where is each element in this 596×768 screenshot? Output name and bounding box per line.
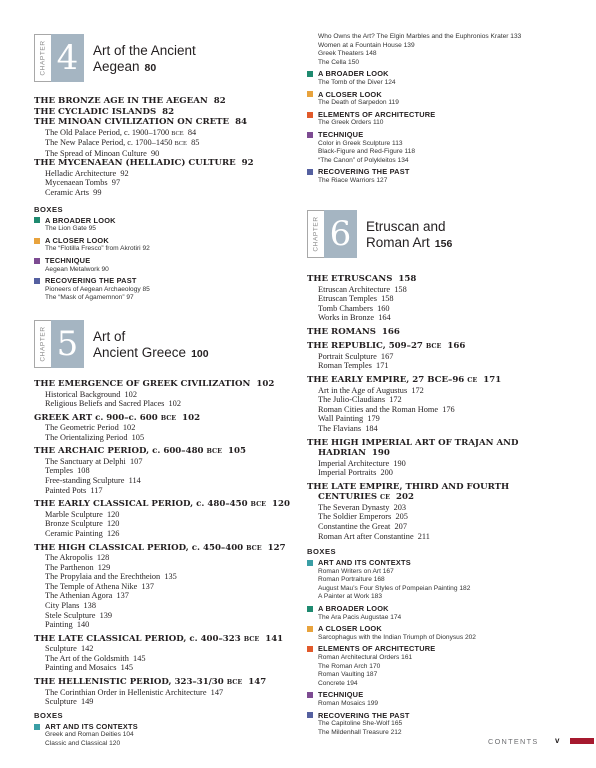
box-entry[interactable]: Classic and Classical 120 bbox=[45, 739, 121, 747]
toc-entry[interactable]: The Corinthian Order in Hellenistic Architecture 147 bbox=[45, 687, 224, 697]
toc-entry[interactable]: The Julio-Claudians 172 bbox=[318, 395, 402, 405]
chapter-page: 156 bbox=[434, 238, 453, 250]
box-entry[interactable]: The “Flotilla Fresco” from Akrotiri 92 bbox=[45, 245, 150, 253]
footer-page-number: v bbox=[555, 736, 560, 745]
chapter-6-header bbox=[307, 210, 567, 258]
box-entry[interactable]: The Ara Pacis Augustae 174 bbox=[318, 613, 402, 621]
box-category: RECOVERING THE PAST bbox=[34, 276, 296, 286]
toc-heading[interactable]: THE ARCHAIC PERIOD, c. 600–480 BCE 105 bbox=[34, 446, 246, 457]
category-swatch-icon bbox=[307, 71, 313, 77]
toc-entry[interactable]: Mycenaean Tombs 97 bbox=[45, 178, 121, 188]
box-category: A CLOSER LOOK bbox=[307, 624, 569, 634]
toc-heading[interactable]: THE BRONZE AGE IN THE AEGEAN 82 bbox=[34, 96, 226, 106]
box-category: ART AND ITS CONTEXTS bbox=[34, 722, 296, 732]
chapter-4-toc bbox=[34, 96, 296, 303]
page-footer bbox=[488, 737, 594, 747]
toc-entry[interactable]: Ceramic Arts 99 bbox=[45, 187, 102, 197]
box-category: A BROADER LOOK bbox=[307, 69, 569, 79]
chapter-page: 80 bbox=[144, 62, 157, 74]
category-swatch-icon bbox=[307, 712, 313, 718]
toc-entry[interactable]: The Severan Dynasty 203 bbox=[318, 502, 407, 512]
chapter-5-boxes-continued bbox=[307, 33, 569, 186]
box-category: RECOVERING THE PAST bbox=[307, 711, 569, 721]
category-swatch-icon bbox=[307, 646, 313, 652]
toc-entry[interactable]: Works in Bronze 164 bbox=[318, 313, 391, 323]
box-entry[interactable]: Concrete 194 bbox=[318, 679, 358, 687]
box-entry[interactable]: The Roman Arch 170 bbox=[318, 662, 381, 670]
toc-entry[interactable]: Ceramic Painting 126 bbox=[45, 528, 120, 538]
category-swatch-icon bbox=[34, 258, 40, 264]
toc-entry[interactable]: The Geometric Period 102 bbox=[45, 423, 136, 433]
toc-entry[interactable]: Bronze Sculpture 120 bbox=[45, 519, 120, 529]
box-category: A BROADER LOOK bbox=[307, 604, 569, 614]
box-category: ELEMENTS OF ARCHITECTURE bbox=[307, 110, 569, 120]
box-entry[interactable]: A Painter at Work 183 bbox=[318, 593, 383, 601]
toc-heading[interactable]: THE HIGH IMPERIAL ART OF TRAJAN AND bbox=[307, 437, 519, 448]
category-swatch-icon bbox=[34, 278, 40, 284]
toc-entry[interactable]: The Art of the Goldsmith 145 bbox=[45, 653, 146, 663]
box-category: A CLOSER LOOK bbox=[34, 236, 296, 246]
chapter-6-toc bbox=[307, 274, 569, 737]
box-category: ART AND ITS CONTEXTS bbox=[307, 558, 569, 568]
toc-entry[interactable]: Stele Sculpture 139 bbox=[45, 610, 113, 620]
category-swatch-icon bbox=[307, 606, 313, 612]
category-swatch-icon bbox=[307, 169, 313, 175]
box-entry[interactable]: The Riace Warriors 127 bbox=[318, 176, 388, 184]
toc-heading-continued[interactable]: CENTURIES CE 202 bbox=[318, 492, 414, 503]
category-swatch-icon bbox=[307, 112, 313, 118]
box-entry[interactable]: Pioneers of Aegean Archaeology 85 bbox=[45, 285, 150, 293]
toc-entry[interactable]: Religious Beliefs and Sacred Places 102 bbox=[45, 399, 181, 409]
box-entry[interactable]: The Capitoline She-Wolf 165 bbox=[318, 720, 403, 728]
box-entry[interactable]: Aegean Metalwork 90 bbox=[45, 265, 109, 273]
box-category: A BROADER LOOK bbox=[34, 216, 296, 226]
toc-entry[interactable]: Portrait Sculpture 167 bbox=[318, 351, 394, 361]
box-category: A CLOSER LOOK bbox=[307, 90, 569, 100]
toc-entry[interactable]: Painting and Mosaics 145 bbox=[45, 663, 134, 673]
toc-entry[interactable]: The Propylaia and the Erechtheion 135 bbox=[45, 572, 177, 582]
box-entry[interactable]: The Mildenhall Treasure 212 bbox=[318, 728, 402, 736]
category-swatch-icon bbox=[307, 626, 313, 632]
toc-entry[interactable]: Tomb Chambers 160 bbox=[318, 303, 390, 313]
box-entry[interactable]: Color in Greek Sculpture 113 bbox=[318, 139, 403, 147]
chapter-number: 4 bbox=[51, 34, 84, 82]
toc-entry[interactable]: City Plans 138 bbox=[45, 601, 96, 610]
toc-entry[interactable]: Art in the Age of Augustus 172 bbox=[318, 385, 424, 395]
box-entry[interactable]: The Cella 150 bbox=[318, 58, 360, 66]
category-swatch-icon bbox=[307, 132, 313, 138]
chapter-title: Etruscan and Roman Art 156 bbox=[366, 219, 453, 250]
chapter-4-header bbox=[34, 34, 294, 82]
toc-entry[interactable]: Painted Pots 117 bbox=[45, 485, 103, 495]
toc-entry[interactable]: Free-standing Sculpture 114 bbox=[45, 476, 141, 486]
toc-heading[interactable]: THE CYCLADIC ISLANDS 82 bbox=[34, 106, 175, 117]
box-entry[interactable]: The Tomb of the Diver 124 bbox=[318, 78, 396, 86]
toc-entry[interactable]: The Old Palace Period, c. 1900–1700 BCE 84 bbox=[45, 127, 197, 137]
chapter-title: Art of Ancient Greece 100 bbox=[93, 329, 209, 360]
toc-entry[interactable]: Sculpture 142 bbox=[45, 644, 94, 654]
toc-heading[interactable]: THE ROMANS 166 bbox=[307, 326, 400, 337]
box-entry[interactable]: Greek Theaters 148 bbox=[318, 50, 377, 58]
toc-entry[interactable]: Imperial Architecture 190 bbox=[318, 458, 406, 468]
chapter-title: Art of the Ancient Aegean 80 bbox=[93, 43, 196, 74]
box-entry[interactable]: Greek and Roman Deities 104 bbox=[45, 731, 134, 739]
toc-heading[interactable]: THE ETRUSCANS 158 bbox=[307, 274, 417, 284]
category-swatch-icon bbox=[307, 692, 313, 698]
boxes-title: BOXES bbox=[307, 547, 337, 557]
toc-entry[interactable]: Roman Temples 171 bbox=[318, 361, 389, 371]
category-swatch-icon bbox=[34, 724, 40, 730]
box-entry[interactable]: Roman Portraiture 168 bbox=[318, 576, 385, 584]
box-entry[interactable]: The Greek Orders 110 bbox=[318, 119, 384, 127]
chapter-5-toc bbox=[34, 379, 296, 749]
category-swatch-icon bbox=[34, 217, 40, 223]
toc-heading[interactable]: THE HELLENISTIC PERIOD, 323–31/30 BCE 147 bbox=[34, 677, 267, 688]
chapter-tab: CHAPTER bbox=[34, 34, 51, 82]
toc-heading[interactable]: THE MINOAN CIVILIZATION ON CRETE 84 bbox=[34, 117, 248, 127]
box-entry[interactable]: Roman Mosaics 199 bbox=[318, 700, 379, 707]
boxes-title: BOXES bbox=[34, 710, 64, 720]
toc-entry[interactable]: Etruscan Architecture 158 bbox=[318, 284, 407, 294]
box-entry[interactable]: Roman Architectural Orders 161 bbox=[318, 654, 413, 662]
toc-entry[interactable]: Wall Painting 179 bbox=[318, 414, 380, 424]
toc-entry[interactable]: The New Palace Period, c. 1700–1450 BCE 85 bbox=[45, 138, 200, 148]
toc-entry[interactable]: Helladic Architecture 92 bbox=[45, 168, 129, 178]
box-entry[interactable]: Sarcophagus with the Indian Triumph of Dionysus 202 bbox=[318, 633, 476, 641]
toc-entry[interactable]: Roman Cities and the Roman Home 176 bbox=[318, 404, 455, 414]
toc-heading[interactable]: THE LATE CLASSICAL PERIOD, c. 400–323 BCE 141 bbox=[34, 633, 284, 644]
toc-heading[interactable]: THE HIGH CLASSICAL PERIOD, c. 450–400 BCE 127 bbox=[34, 542, 286, 553]
chapter-number: 5 bbox=[51, 320, 84, 368]
toc-heading[interactable]: THE MYCENAEAN (HELLADIC) CULTURE 92 bbox=[34, 158, 254, 169]
box-entry[interactable]: The Lion Gate 95 bbox=[45, 225, 96, 233]
chapter-tab: CHAPTER bbox=[307, 210, 324, 258]
toc-heading-continued[interactable]: HADRIAN 190 bbox=[318, 448, 390, 459]
box-category: TECHNIQUE bbox=[34, 256, 296, 266]
boxes-title: BOXES bbox=[34, 204, 64, 214]
box-category: RECOVERING THE PAST bbox=[307, 167, 569, 177]
box-category: TECHNIQUE bbox=[307, 130, 569, 140]
category-swatch-icon bbox=[307, 560, 313, 566]
toc-entry[interactable]: The Temple of Athena Nike 137 bbox=[45, 581, 154, 591]
toc-entry[interactable]: The Soldier Emperors 205 bbox=[318, 512, 408, 522]
box-entry[interactable]: Roman Vaulting 187 bbox=[318, 671, 378, 679]
chapter-tab: CHAPTER bbox=[34, 320, 51, 368]
box-entry[interactable]: Women at a Fountain House 139 bbox=[318, 41, 415, 49]
toc-entry[interactable]: Temples 108 bbox=[45, 466, 90, 476]
toc-entry[interactable]: The Orientalizing Period 105 bbox=[45, 432, 145, 442]
toc-heading[interactable]: THE EARLY CLASSICAL PERIOD, c. 480–450 BCE 120 bbox=[34, 499, 290, 510]
toc-entry[interactable]: The Flavians 184 bbox=[318, 423, 378, 433]
footer-accent-bar bbox=[570, 738, 594, 744]
toc-entry[interactable]: Imperial Portraits 200 bbox=[318, 468, 393, 478]
toc-entry[interactable]: Constantine the Great 207 bbox=[318, 521, 407, 531]
toc-entry[interactable]: The Athenian Agora 137 bbox=[45, 591, 129, 601]
box-entry[interactable]: August Mau’s Four Styles of Pompeian Painting 182 bbox=[318, 584, 471, 592]
toc-entry[interactable]: The Parthenon 129 bbox=[45, 562, 111, 572]
box-entry[interactable]: “The Canon” of Polykleitos 134 bbox=[318, 156, 409, 164]
toc-entry[interactable]: Historical Background 102 bbox=[45, 389, 137, 399]
toc-entry[interactable]: The Sanctuary at Delphi 107 bbox=[45, 456, 143, 466]
box-entry[interactable]: Who Owns the Art? The Elgin Marbles and the Euphronios Krater 133 bbox=[318, 33, 522, 40]
chapter-5-header bbox=[34, 320, 294, 368]
toc-heading[interactable]: GREEK ART c. 900–c. 600 BCE 102 bbox=[34, 412, 201, 423]
toc-entry[interactable]: The Akropolis 128 bbox=[45, 553, 110, 563]
toc-heading[interactable]: THE LATE EMPIRE, THIRD AND FOURTH bbox=[307, 481, 510, 492]
box-entry[interactable]: The Death of Sarpedon 119 bbox=[318, 99, 399, 107]
toc-entry[interactable]: The Spread of Minoan Culture 90 bbox=[45, 148, 160, 158]
toc-heading[interactable]: THE EARLY EMPIRE, 27 BCE–96 CE 171 bbox=[307, 375, 502, 386]
footer-contents-label: CONTENTS bbox=[488, 737, 539, 746]
box-category: TECHNIQUE bbox=[307, 690, 569, 700]
box-entry[interactable]: The “Mask of Agamemnon” 97 bbox=[45, 294, 134, 302]
toc-entry[interactable]: Etruscan Temples 158 bbox=[318, 294, 394, 304]
toc-entry[interactable]: Marble Sculpture 120 bbox=[45, 509, 120, 519]
box-category: ELEMENTS OF ARCHITECTURE bbox=[307, 644, 569, 654]
chapter-number: 6 bbox=[324, 210, 357, 258]
box-entry[interactable]: Roman Writers on Art 167 bbox=[318, 567, 394, 575]
box-entry[interactable]: Black-Figure and Red-Figure 118 bbox=[318, 148, 415, 156]
category-swatch-icon bbox=[34, 238, 40, 244]
toc-heading[interactable]: THE REPUBLIC, 509–27 BCE 166 bbox=[307, 341, 466, 352]
category-swatch-icon bbox=[307, 91, 313, 97]
toc-heading[interactable]: THE EMERGENCE OF GREEK CIVILIZATION 102 bbox=[34, 379, 275, 389]
toc-entry[interactable]: Roman Art after Constantine 211 bbox=[318, 531, 430, 541]
chapter-page: 100 bbox=[191, 348, 209, 360]
toc-entry[interactable]: Painting 140 bbox=[45, 620, 90, 630]
toc-entry[interactable]: Sculpture 149 bbox=[45, 697, 94, 707]
